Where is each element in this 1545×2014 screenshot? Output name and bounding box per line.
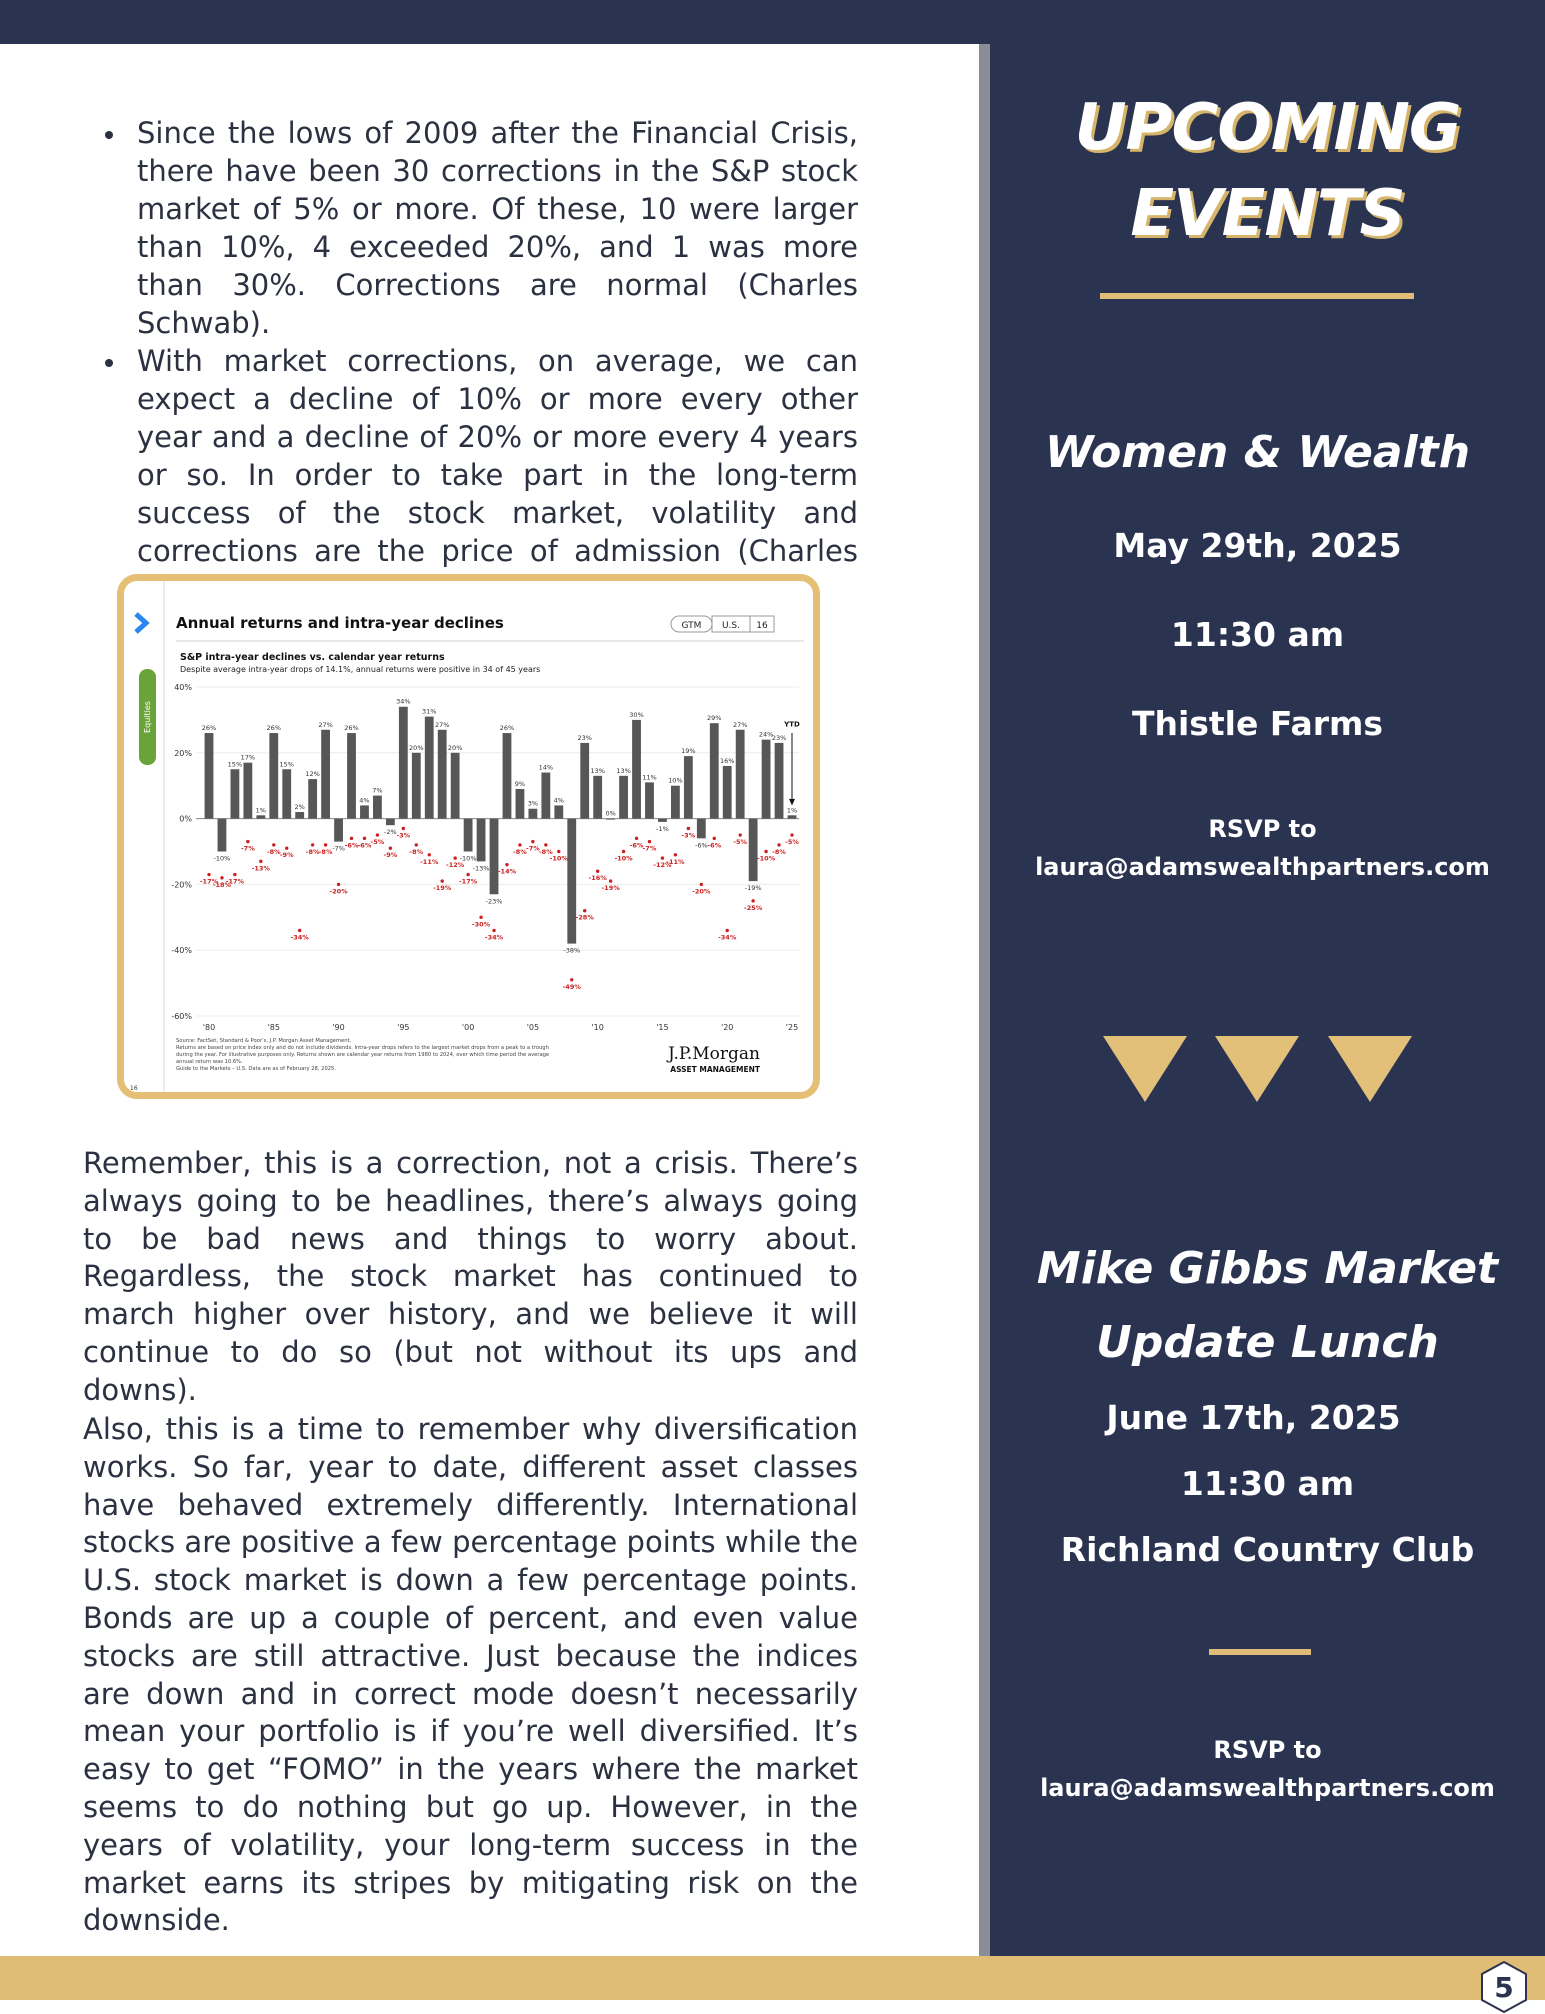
decline-dot: [441, 879, 444, 882]
return-bar: [567, 819, 576, 944]
return-label: -6%: [694, 841, 708, 850]
decline-label: -18%: [212, 880, 232, 889]
return-label: 20%: [447, 743, 463, 752]
decline-label: -8%: [318, 847, 333, 856]
return-bar: [269, 733, 278, 819]
decline-dot: [596, 870, 599, 873]
chart-footnote-line: annual return was 10.6%.: [176, 1059, 243, 1065]
decline-dot: [453, 856, 456, 859]
return-label: -13%: [472, 864, 490, 873]
intra-year-declines-chart: [124, 581, 813, 1092]
return-bar: [697, 819, 706, 839]
decline-dot: [687, 827, 690, 830]
triangle-down-icon: [1215, 1036, 1299, 1102]
decline-label: -7%: [526, 844, 540, 853]
return-label: 15%: [279, 760, 294, 769]
decline-label: -8%: [409, 847, 424, 856]
decline-dot: [648, 840, 651, 843]
return-bar: [464, 819, 473, 852]
decline-label: -6%: [707, 841, 722, 850]
return-label: -7%: [332, 844, 345, 853]
decline-dot: [622, 850, 625, 853]
decline-label: -8%: [266, 847, 281, 856]
decline-label: -19%: [433, 884, 452, 893]
event2-rsvp-label: RSVP to: [1213, 1736, 1322, 1764]
decline-label: -10%: [549, 854, 568, 863]
return-label: 4%: [553, 796, 564, 805]
event2-date: June 17th, 2025: [1106, 1398, 1401, 1437]
return-label: 26%: [344, 724, 359, 733]
event1-name: Women & Wealth: [1044, 427, 1471, 478]
return-bar: [490, 819, 499, 895]
return-label: 3%: [527, 799, 539, 808]
return-bar: [425, 717, 434, 819]
x-tick-label: '20: [721, 1023, 734, 1032]
decline-dot: [479, 916, 482, 919]
decline-dot: [402, 827, 405, 830]
decline-label: -10%: [614, 854, 633, 863]
return-label: 19%: [681, 747, 696, 756]
decline-dot: [311, 843, 314, 846]
return-bar: [671, 786, 680, 819]
return-bar: [438, 730, 447, 819]
jpmorgan-logo-sub: ASSET MANAGEMENT: [670, 1065, 760, 1074]
decline-label: -8%: [305, 847, 320, 856]
ytd-label: YTD: [784, 720, 800, 729]
return-bar: [658, 819, 667, 822]
x-tick-label: '95: [397, 1023, 410, 1032]
return-bar: [360, 805, 369, 818]
x-tick-label: '10: [591, 1023, 604, 1032]
chart-footnote-line: Returns are based on price index only and do not include dividends. Intra-year drops refers to the largest market drops from a peak to a trough: [176, 1045, 549, 1051]
return-label: 20%: [409, 743, 424, 752]
paragraph-diversification: Also, this is a time to remember why diversification works. So far, year to date, different asset classes have behaved extremely differently. International stocks are positive a few percentage points while the U.S. stock market is down a few percentage points. Bonds are up a couple of percent, and even value stocks are still attractive. Just because the indices are down and in correct mode doesn’t necessarily mean your portfolio is if you’re well diversified. It’s easy to get “FOMO” in the years where the market seems to do nothing but go up. However, in the years of volatility, your long-term success in the market earns its stripes by mitigating risk on the downside.: [83, 1412, 858, 1938]
return-label: 24%: [758, 730, 774, 739]
return-label: 9%: [514, 779, 526, 788]
x-tick-label: '05: [526, 1023, 540, 1032]
chart-page-ref: 16: [130, 1085, 138, 1092]
decline-dot: [350, 837, 353, 840]
decline-label: -3%: [681, 831, 696, 840]
decline-dot: [220, 876, 223, 879]
y-tick-label: -40%: [171, 946, 192, 956]
decline-dot: [609, 879, 612, 882]
return-label: 26%: [201, 724, 217, 733]
decline-dot: [674, 853, 677, 856]
return-bar: [282, 769, 291, 818]
return-bar: [684, 756, 693, 819]
return-label: 29%: [707, 714, 722, 723]
chart-badge-label: 16: [756, 621, 768, 631]
return-label: 27%: [434, 720, 450, 729]
x-tick-label: '80: [202, 1023, 216, 1032]
return-label: 31%: [422, 707, 437, 716]
sidebar-title-line1: UPCOMING: [1074, 91, 1461, 165]
return-bar: [503, 733, 512, 819]
chart-footnote-line: Guide to the Markets – U.S. Data are as of February 28, 2025.: [176, 1066, 337, 1072]
decline-label: -25%: [744, 903, 763, 912]
decline-dot: [751, 899, 754, 902]
return-bar: [632, 720, 641, 819]
decline-dot: [544, 843, 547, 846]
title-underline: [1100, 293, 1414, 299]
bullet-dot-icon: [105, 359, 113, 367]
return-bar: [347, 733, 356, 819]
decline-dot: [272, 843, 275, 846]
decline-label: -34%: [484, 933, 504, 942]
decline-dot: [428, 853, 431, 856]
return-bar: [645, 782, 654, 818]
y-tick-label: -60%: [171, 1012, 192, 1021]
return-bar: [736, 730, 745, 819]
y-tick-label: -20%: [171, 880, 192, 890]
decline-label: -7%: [240, 844, 255, 853]
return-bar: [516, 789, 525, 819]
decline-label: -11%: [666, 857, 685, 866]
return-label: 2%: [294, 803, 305, 812]
return-bar: [256, 815, 265, 818]
return-bar: [308, 779, 317, 818]
ytd-arrow-down-icon: [789, 799, 795, 806]
paragraph-correction: Remember, this is a correction, not a crisis. There’s always going to be headlines, there’s always going to be bad news and things to worry about. Regardless, the stock market has continued to march higher over history, and we believe it will continue to do so (but not without its ups and downs).: [83, 1146, 858, 1407]
chart-badge-label: GTM: [681, 621, 702, 631]
y-tick-label: 40%: [174, 683, 192, 692]
decline-label: -5%: [785, 838, 799, 847]
return-label: 17%: [240, 753, 256, 762]
return-label: 15%: [227, 760, 243, 769]
y-tick-label: 20%: [174, 748, 192, 758]
decline-label: -9%: [279, 851, 294, 860]
decline-dot: [207, 873, 210, 876]
event2-location: Richland Country Club: [1060, 1530, 1475, 1569]
chart-frame: [117, 574, 820, 1099]
return-label: 12%: [305, 770, 320, 779]
decline-label: -34%: [718, 933, 737, 942]
x-tick-label: '90: [332, 1023, 345, 1032]
decline-dot: [661, 856, 664, 859]
decline-dot: [790, 833, 793, 836]
return-bar: [606, 819, 615, 820]
return-label: 26%: [266, 724, 282, 733]
decline-label: -12%: [446, 861, 465, 870]
decline-label: -5%: [370, 838, 385, 847]
decline-label: -7%: [642, 844, 657, 853]
bullet-list: [83, 114, 858, 608]
return-label: -1%: [656, 824, 669, 833]
decline-dot: [376, 833, 379, 836]
return-label: 7%: [372, 786, 383, 795]
decline-label: -11%: [420, 857, 439, 866]
return-bar: [373, 796, 382, 819]
event1-rsvp-email[interactable]: laura@adamswealthpartners.com: [1035, 853, 1490, 881]
decline-dot: [726, 929, 729, 932]
bullet-dot-icon: [105, 131, 113, 139]
page-number-text: 5: [1494, 1971, 1514, 2004]
decline-dot: [700, 883, 703, 886]
return-bar: [723, 766, 732, 819]
chart-header-title: Annual returns and intra-year declines: [176, 614, 504, 632]
jpmorgan-logo: J.P.Morgan: [667, 1044, 760, 1064]
decline-dot: [505, 863, 508, 866]
return-bar: [321, 730, 330, 819]
bullet-text: With market corrections, on average, we can expect a decline of 10% or more every other year and a decline of 20% or more every 4 years or so. In order to take part in the long-term success of the stock market, volatility and corrections are the price of admission (Charles: [137, 344, 858, 568]
decline-label: -6%: [344, 841, 359, 850]
return-bar: [554, 805, 563, 818]
triangle-down-icon: [1103, 1036, 1187, 1102]
decline-label: -14%: [497, 867, 517, 876]
return-bar: [619, 776, 628, 819]
decline-dot: [570, 978, 573, 981]
decline-label: -17%: [458, 877, 478, 886]
return-label: -23%: [485, 897, 503, 906]
return-bar: [593, 776, 602, 819]
return-label: 10%: [668, 776, 683, 785]
bottom-banner: [0, 1956, 1545, 2000]
return-label: -10%: [459, 854, 477, 863]
equities-tab-label: Equities: [143, 701, 152, 733]
decline-label: -13%: [251, 864, 270, 873]
decline-dot: [713, 837, 716, 840]
return-label: 11%: [642, 773, 657, 782]
decline-label: -34%: [290, 933, 309, 942]
x-tick-label: '85: [267, 1023, 280, 1032]
decline-label: -16%: [588, 874, 607, 883]
decline-dot: [518, 843, 521, 846]
decline-dot: [246, 840, 249, 843]
event1-location: Thistle Farms: [1131, 704, 1384, 743]
decline-dot: [233, 873, 236, 876]
return-bar: [580, 743, 589, 819]
decline-label: -6%: [357, 841, 372, 850]
return-label: 1%: [786, 806, 798, 815]
decline-label: -17%: [199, 877, 219, 886]
return-label: 4%: [359, 796, 370, 805]
decline-label: -8%: [772, 847, 786, 856]
return-bar: [399, 707, 408, 819]
return-bar: [218, 819, 227, 852]
bullet-item: [137, 114, 858, 342]
decline-label: -20%: [692, 887, 711, 896]
return-bar: [334, 819, 343, 842]
sidebar-title-line2: EVENTS: [1130, 177, 1405, 251]
decline-label: -5%: [733, 838, 748, 847]
decline-dot: [492, 929, 495, 932]
page-number-badge: [1477, 1960, 1531, 2014]
return-label: 34%: [396, 697, 411, 706]
decline-label: -9%: [383, 851, 398, 860]
return-label: -38%: [563, 946, 581, 955]
decline-label: -28%: [575, 913, 594, 922]
triangle-down-icon: [1328, 1036, 1412, 1102]
decline-label: -20%: [329, 887, 348, 896]
decline-label: -17%: [225, 877, 245, 886]
return-label: -2%: [384, 828, 397, 837]
decline-dot: [285, 847, 288, 850]
chart-badge-label: U.S.: [721, 621, 741, 631]
decline-dot: [324, 843, 327, 846]
events-sidebar: [990, 44, 1545, 1956]
return-bar: [412, 753, 421, 819]
return-bar: [243, 763, 252, 819]
return-bar: [528, 809, 537, 819]
return-label: 0%: [605, 809, 616, 818]
return-bar: [710, 723, 719, 818]
event2-time: 11:30 am: [1180, 1464, 1355, 1503]
decline-label: -12%: [653, 861, 672, 870]
decline-label: -3%: [396, 831, 411, 840]
event2-divider: [1209, 1649, 1311, 1655]
decline-dot: [738, 833, 741, 836]
decline-dot: [466, 873, 469, 876]
decline-dot: [531, 840, 534, 843]
decline-dot: [363, 837, 366, 840]
return-label: 14%: [538, 763, 554, 772]
return-bar: [749, 819, 758, 882]
event2-name-line1: Mike Gibbs Market: [1036, 1243, 1499, 1294]
decline-dot: [777, 843, 780, 846]
event1-time: 11:30 am: [1170, 615, 1345, 654]
decline-label: -8%: [513, 847, 527, 856]
return-label: 27%: [318, 720, 333, 729]
bullet-item: [137, 342, 858, 608]
return-bar: [541, 773, 550, 819]
return-bar: [205, 733, 214, 819]
event2-rsvp-email[interactable]: laura@adamswealthpartners.com: [1040, 1774, 1495, 1802]
return-bar: [762, 740, 771, 819]
decline-dot: [415, 843, 418, 846]
return-label: 23%: [577, 733, 592, 742]
return-bar: [477, 819, 486, 862]
decline-dot: [583, 909, 586, 912]
return-label: 13%: [590, 766, 605, 775]
chart-footnote-line: Source: FactSet, Standard & Poor’s, J.P. Morgan Asset Management.: [176, 1038, 352, 1044]
return-bar: [775, 743, 784, 819]
decline-dot: [337, 883, 340, 886]
return-label: 1%: [255, 806, 266, 815]
event2-name-line2: Update Lunch: [1096, 1317, 1439, 1368]
top-banner: [0, 0, 1545, 44]
return-label: 16%: [719, 756, 735, 765]
event1-rsvp-label: RSVP to: [1208, 815, 1317, 843]
decline-dot: [635, 837, 638, 840]
return-bar: [295, 812, 304, 819]
chart-title: S&P intra-year declines vs. calendar year returns: [180, 652, 445, 663]
decline-label: -30%: [471, 920, 491, 929]
decline-dot: [298, 929, 301, 932]
return-label: -10%: [213, 854, 231, 863]
chart-footnote-line: during the year. For illustrative purposes only. Returns shown are calendar year returns from 1980 to 2024, over which time period the average: [176, 1052, 550, 1058]
y-tick-label: 0%: [179, 814, 192, 824]
decline-label: -10%: [756, 854, 776, 863]
return-label: 26%: [499, 724, 515, 733]
decline-label: -6%: [629, 841, 644, 850]
chart-subtitle: Despite average intra-year drops of 14.1%, annual returns were positive in 34 of 45 years: [180, 665, 541, 674]
return-bar: [788, 815, 797, 818]
decline-label: -8%: [538, 847, 553, 856]
return-label: -19%: [744, 884, 762, 893]
return-label: 27%: [732, 720, 748, 729]
decline-label: -49%: [562, 982, 581, 991]
decline-dot: [259, 860, 262, 863]
x-tick-label: '00: [461, 1023, 475, 1032]
return-label: 23%: [771, 733, 787, 742]
decline-dot: [389, 847, 392, 850]
x-tick-label: '15: [656, 1023, 669, 1032]
return-bar: [231, 769, 240, 818]
return-bar: [451, 753, 460, 819]
return-label: 13%: [616, 766, 631, 775]
x-tick-label: '25: [785, 1023, 799, 1032]
decline-label: -19%: [601, 884, 620, 893]
chevron-right-icon: [136, 614, 146, 632]
event1-date: May 29th, 2025: [1113, 526, 1402, 565]
column-divider: [979, 44, 990, 1956]
decline-dot: [557, 850, 560, 853]
bullet-text: Since the lows of 2009 after the Financial Crisis, there have been 30 corrections in the S&P stock market of 5% or more. Of these, 10 were larger than 10%, 4 exceeded 20%, and 1 was more than 30%. Corrections are normal (Charles Schwab).: [137, 116, 858, 340]
return-bar: [386, 819, 395, 826]
decline-dot: [764, 850, 767, 853]
return-label: 30%: [629, 710, 644, 719]
